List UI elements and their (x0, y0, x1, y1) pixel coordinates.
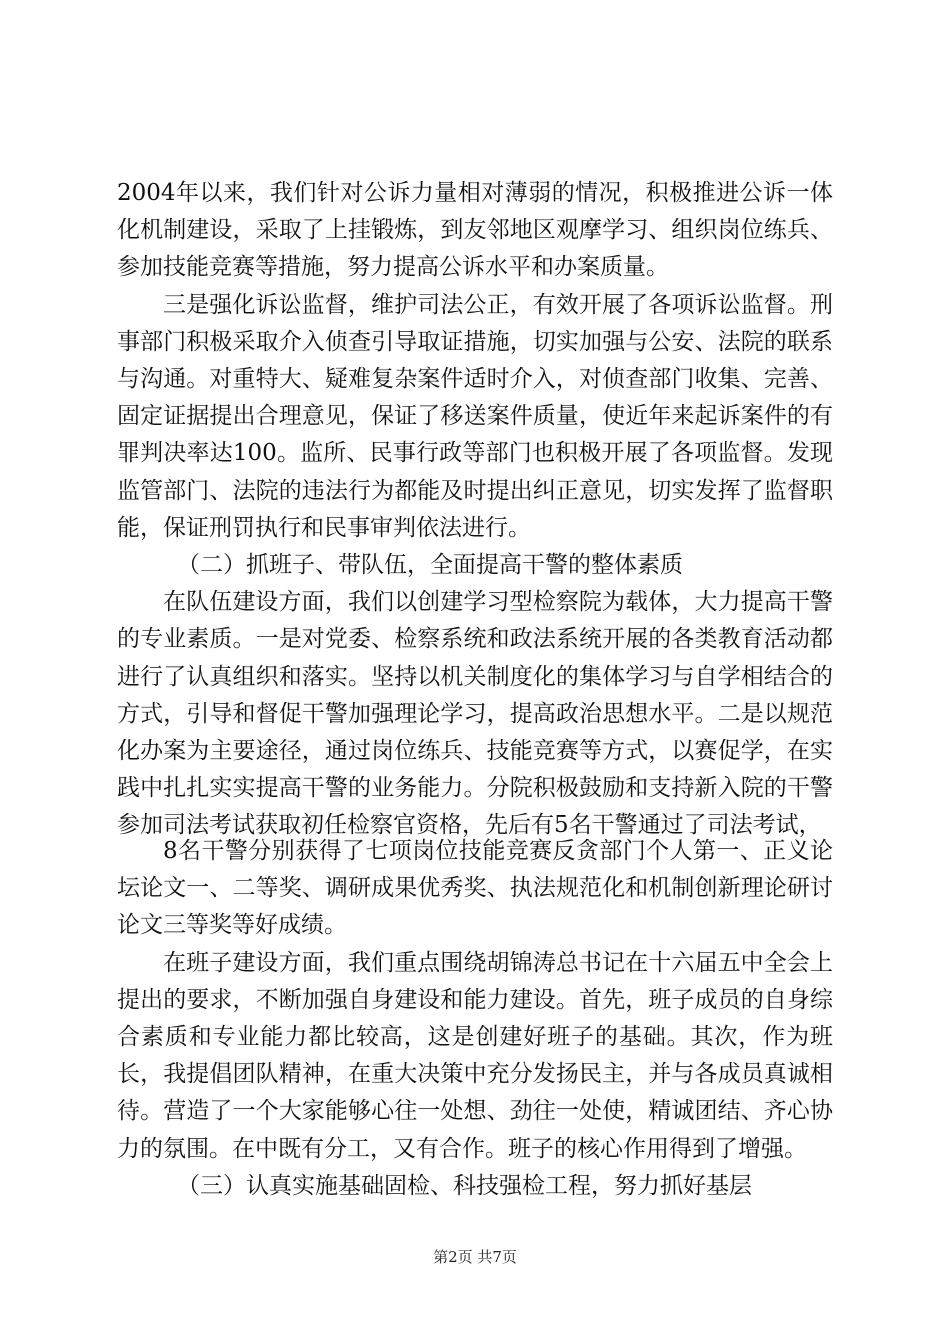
section-heading-grassroots: （三）认真实施基础固检、科技强检工程，努力抓好基层 (177, 1172, 752, 1199)
paragraph-awards: 8名干警分别获得了七项岗位技能竞赛反贪部门个人第一、正义论坛论文一、二等奖、调研成果优秀奖、执法规范化和机制创新理论研讨论文三等奖等好成绩。 (117, 838, 833, 939)
section-heading-team-building: （二）抓班子、带队伍，全面提高干警的整体素质 (177, 552, 683, 579)
paragraph-leadership-building: 在班子建设方面，我们重点围绕胡锦涛总书记在十六届五中全会上提出的要求，不断加强自身建设和能力建设。首先，班子成员的自身综合素质和专业能力都比较高，这是创建好班子的基础。其次，作为班长，我提倡团队精神，在重大决策中充分发扬民主，并与各成员真诚相待。营造了一个大家能够心往一处想、劲往一处使，精诚团结、齐心协力的氛围。在中既有分工，又有合作。班子的核心作用得到了增强。 (117, 949, 833, 1162)
paragraph-team-construction: 在队伍建设方面，我们以创建学习型检察院为载体，大力提高干警的专业素质。一是对党委、检察系统和政法系统开展的各类教育活动都进行了认真组织和落实。坚持以机关制度化的集体学习与自学相结合的方式，引导和督促干警加强理论学习，提高政治思想水平。二是以规范化办案为主要途径，通过岗位练兵、技能竞赛等方式，以赛促学，在实践中扎扎实实提高干警的业务能力。分院积极鼓励和支持新入院的干警参加司法考试获取初任检察官资格，先后有5名干警通过了司法考试， (117, 589, 833, 839)
paragraph-public-prosecution: 2004年以来，我们针对公诉力量相对薄弱的情况，积极推进公诉一体化机制建设，采取了上挂锻炼，到友邻地区观摩学习、组织岗位练兵、参加技能竞赛等措施，努力提高公诉水平和办案质量。 (117, 180, 833, 281)
page-number-footer: 第2页 共7页 (433, 1248, 517, 1266)
paragraph-litigation-supervision: 三是强化诉讼监督，维护司法公正，有效开展了各项诉讼监督。刑事部门积极采取介入侦查引导取证措施，切实加强与公安、法院的联系与沟通。对重特大、疑难复杂案件适时介入，对侦查部门收集、完善、固定证据提出合理意见，保证了移送案件质量，使近年来起诉案件的有罪判决率达100。监所、民事行政等部门也积极开展了各项监督。发现监管部门、法院的违法行为都能及时提出纠正意见，切实发挥了监督职能，保证刑罚执行和民事审判依法进行。 (117, 291, 833, 541)
body-text-upper (117, 175, 833, 845)
body-text-lower (117, 833, 833, 1205)
